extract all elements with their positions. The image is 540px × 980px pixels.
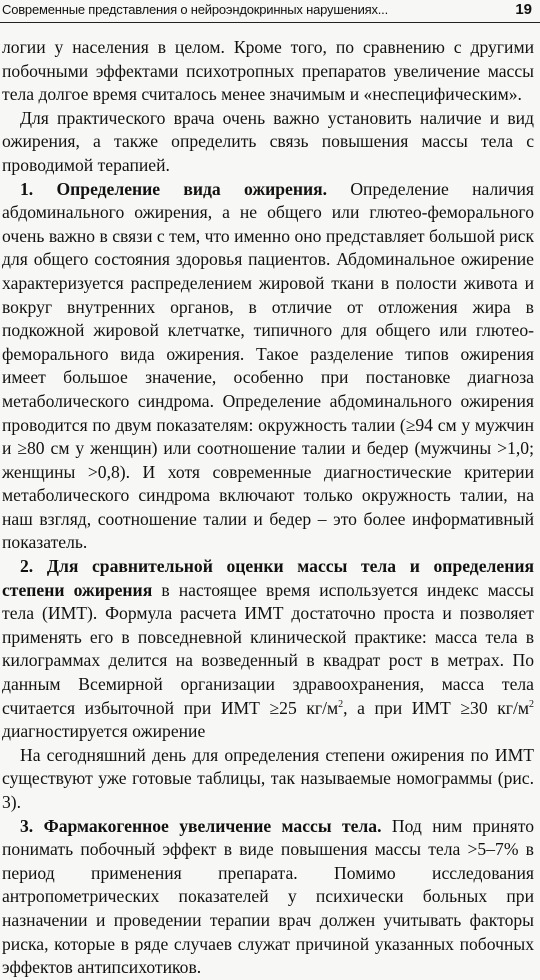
header-rule (0, 22, 540, 23)
section-heading-pharmacogenic: 3. Фармакогенное увеличение массы тела. (20, 815, 382, 836)
paragraph-text: , а при ИМТ ≥30 кг/м (343, 697, 529, 718)
paragraph-text: в настоящее время используется индекс массы тела (ИМТ). Формула расчета ИМТ достаточно проста и позволяет применять его в повседневной клинической практике: масса тела в килограммах делится на возведенный в квадрат рост в метрах. По данным Всемирной организации здравоохранения, масса тела считается избыточной при ИМТ ≥25 кг/м (2, 579, 534, 718)
section-heading-obesity-type: 1. Определение вида ожирения. (20, 178, 328, 199)
paragraph-text: диагностируется ожирение (2, 721, 206, 742)
superscript: 2 (529, 698, 534, 710)
paragraph-pharmacogenic (2, 815, 534, 980)
running-header (0, 0, 540, 24)
paragraph-text: Под ним принято понимать побочный эффект в виде повышения массы тела >5–7% в период применения препарата. Помимо исследования антропометрических показателей у психически больных при назначении и проведении терапии врач должен учитывать факторы риска, которые в ряде случаев служат причиной указанных побочных эффектов антипсихотиков. (2, 815, 534, 978)
body-text (2, 36, 534, 980)
superscript: 2 (338, 698, 344, 710)
paragraph-bmi (2, 555, 534, 744)
section-heading-bmi: 2. Для сравнительной оценки массы тела и определения степени ожирения (2, 556, 534, 600)
running-header-title: Современные представления о нейроэндокринных нарушениях... (2, 2, 389, 17)
paragraph-continuation: логии у населения в целом. Кроме того, по сравнению с другими побочными эффектами психотропных препаратов увеличение массы тела долгое время считалось менее значимым и «неспецифическим». (2, 37, 534, 105)
paragraph-text: Определение наличия абдоминального ожирения, а не общего или глютео-феморального очень важно в связи с тем, что именно оно представляет большой риск для общего состояния здоровья пациентов. Абдоминальное ожирение характеризуется распределением жировой ткани в полости живота и вокруг внутренних органов, в отличие от отложения жира в подкожной жировой клетчатке, типичного для общего или глютео-феморального вида ожирения. Такое разделение типов ожирения имеет большое значение, особенно при постановке диагноза метаболического синдрома. Определение абдоминального ожирения проводится по двум показателям: окружность талии (≥94 см у мужчин и ≥80 см у женщин) или соотношение талии и бедер (мужчины >1,0; женщины >0,8). И хотя современные диагностические критерии метаболического синдрома включают только окружность талии, на наш взгляд, соотношение талии и бедер – это более информативный показатель. (2, 178, 535, 553)
paragraph-practical-doctor: Для практического врача очень важно установить наличие и вид ожирения, а также определить связь повышения массы тела с проводимой терапией. (2, 107, 534, 175)
paragraph-obesity-type (2, 178, 534, 556)
page-number: 19 (515, 1, 532, 18)
paragraph-nomograms: На сегодняшний день для определения степени ожирения по ИМТ существуют уже готовые таблицы, так называемые номограммы (рис. 3). (2, 744, 534, 812)
